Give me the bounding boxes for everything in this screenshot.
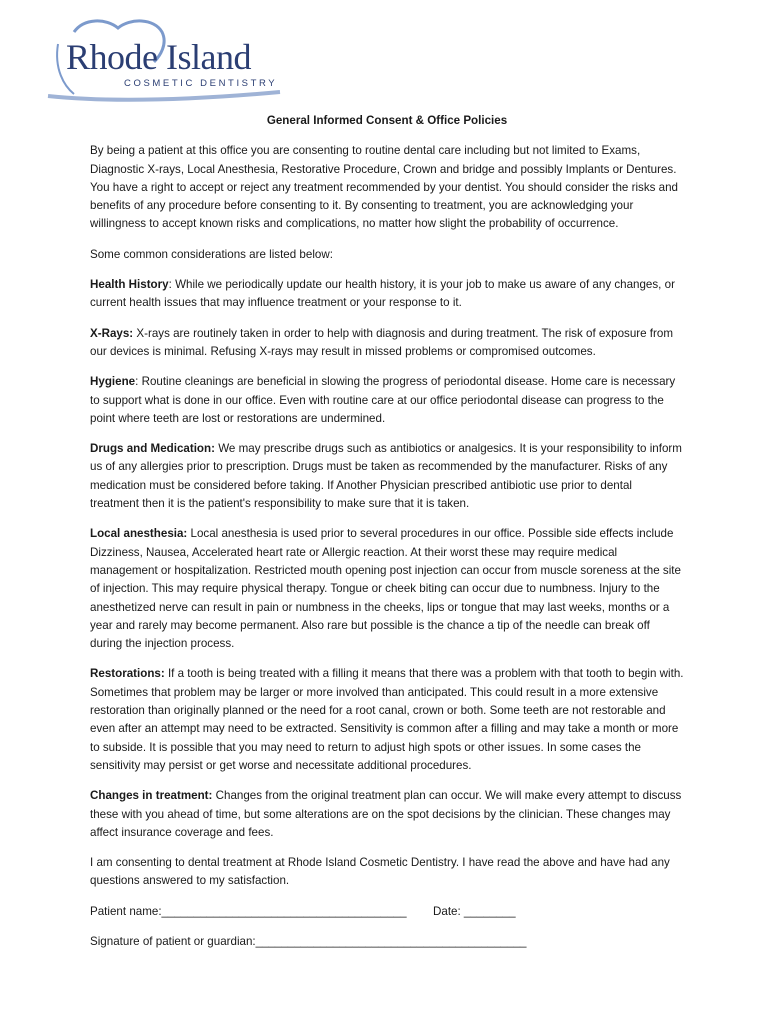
- section-heading: Drugs and Medication:: [90, 442, 215, 456]
- section-heading: Hygiene: [90, 375, 136, 389]
- section-x-rays: [90, 325, 684, 362]
- section-text: While we periodically update our health history, it is your job to make us aware of any changes, or current health issues that may influence treatment or your response to it.: [90, 278, 675, 310]
- consent-document: [90, 112, 684, 963]
- section-changes-in-treatment: [90, 787, 684, 842]
- section-heading: Local anesthesia:: [90, 527, 188, 541]
- date-field[interactable]: Date: ________: [433, 904, 516, 918]
- patient-name-row: [90, 903, 684, 921]
- section-text: X-rays are routinely taken in order to help with diagnosis and during treatment. The risk of exposure from our devices is minimal. Refusing X-rays may result in missed problems or compromised outcomes.: [90, 326, 673, 358]
- section-heading: X-Rays:: [90, 326, 134, 340]
- document-title: General Informed Consent & Office Policies: [266, 114, 508, 127]
- section-text: We may prescribe drugs such as antibiotics or analgesics. It is your responsibility to inform us of any allergies prior to prescription. Drugs must be taken as recommended by the manufacturer. Risks of any medication must be considered before taking. If Another Physician prescribed antibiotic use prior to dental treatment then it is the patient's responsibility to make sure that it is taken.: [90, 442, 682, 511]
- practice-logo: [44, 14, 294, 104]
- patient-name-field[interactable]: Patient name:______________________________________: [90, 904, 407, 918]
- section-text: If a tooth is being treated with a filling it means that there was a problem with that tooth to begin with. Sometimes that problem may be larger or more involved than anticipated. This could result in a more extensive restoration than originally planned or the need for a root canal, crown or both. Some teeth are not restorable and even after an attempt may need to be extracted. Sensitivity is common after a filling and may take a month or more to subside. It is possible that you may need to return to adjust high spots or other issues. In some cases the sensitivity may persist or get worse and necessitate additional procedures.: [90, 667, 684, 772]
- section-text: Changes from the original treatment plan can occur. We will make every attempt to discuss these with you ahead of time, but some alterations are on the spot decisions by the clinician. These changes may affect insurance coverage and fees.: [90, 789, 682, 839]
- section-restorations: [90, 665, 684, 775]
- logo-subtitle: COSMETIC DENTISTRY: [124, 78, 278, 89]
- logo-name: Rhode Island: [66, 37, 251, 77]
- signature-field[interactable]: Signature of patient or guardian:__________________________________________: [90, 934, 527, 948]
- consent-statement: I am consenting to dental treatment at Rhode Island Cosmetic Dentistry. I have read the above and have had any questions answered to my satisfaction.: [90, 856, 670, 888]
- signature-row: [90, 933, 684, 951]
- section-heading: Health History: [90, 278, 169, 292]
- intro-paragraph: By being a patient at this office you are consenting to routine dental care including but not limited to Exams, Diagnostic X-rays, Local Anesthesia, Restorative Procedure, Crown and bridge and possibly Implants or Dentures. You have a right to accept or reject any treatment recommended by your dentist. You should consider the risks and benefits of any procedure before consenting to it. By consenting to treatment, you are acknowledging your willingness to accept known risks and complications, no matter how slight the probability of occurrence.: [90, 144, 678, 231]
- section-hygiene: [90, 373, 684, 428]
- section-health-history: [90, 276, 684, 313]
- section-separator: :: [135, 375, 139, 389]
- considerations-intro: Some common considerations are listed below:: [90, 247, 333, 261]
- section-separator: :: [168, 278, 172, 292]
- section-heading: Changes in treatment:: [90, 789, 213, 803]
- section-text: Routine cleanings are beneficial in slowing the progress of periodontal disease. Home care is necessary to support what is done in our office. Even with routine care at our office periodontal disease can progress to the point where teeth are lost or restorations are undermined.: [90, 375, 676, 425]
- section-local-anesthesia: [90, 525, 684, 653]
- section-heading: Restorations:: [90, 667, 165, 681]
- section-text: Local anesthesia is used prior to several procedures in our office. Possible side effects include Dizziness, Nausea, Accelerated heart rate or Allergic reaction. At their worst these may require medical management or hospitalization. Restricted mouth opening post injection can occur from muscle soreness at the site of injection. This may require physical therapy. Tongue or cheek biting can occur due to numbness. Injury to the anesthetized nerve can result in pain or numbness in the cheeks, lips or tongue that may last weeks, months or a year and rarely may become permanent. Also rare but possible is the chance a tip of the needle can break off during the injection process.: [90, 527, 681, 651]
- section-drugs-medication: [90, 440, 684, 513]
